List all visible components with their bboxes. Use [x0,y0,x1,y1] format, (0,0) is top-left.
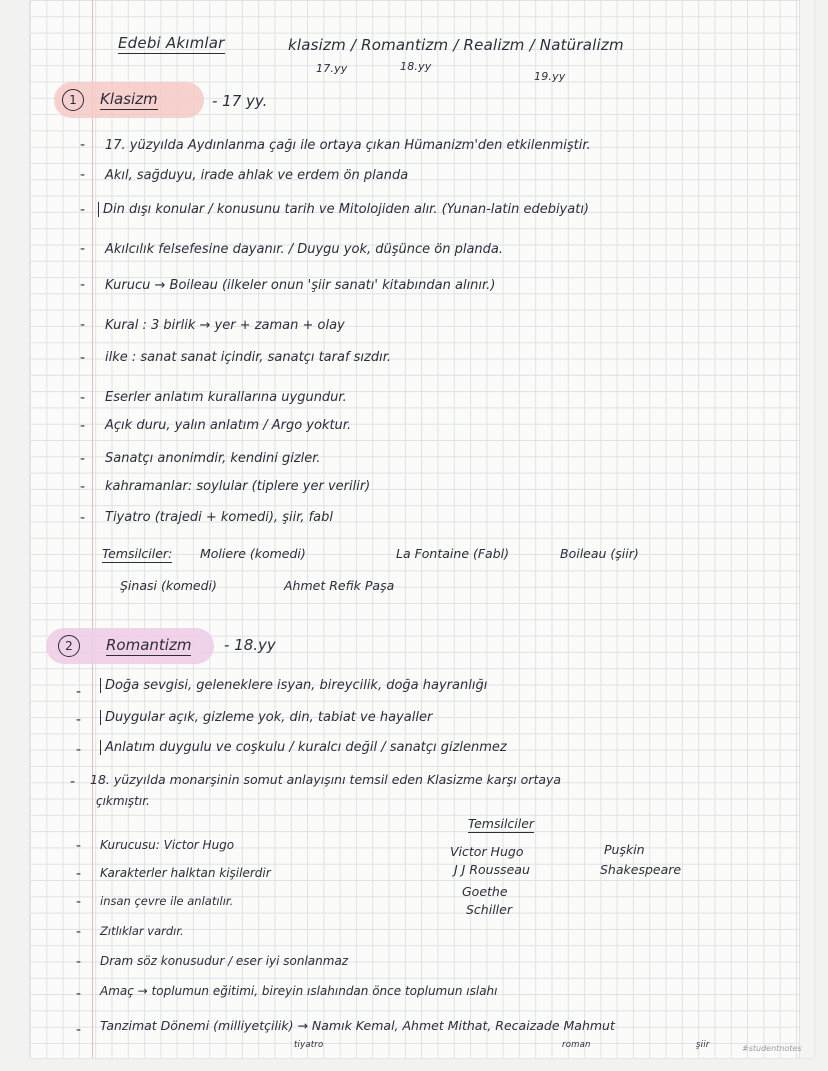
list-item: Anlatım duygulu ve coşkulu / kuralcı değil / sanatçı gizlenmez [100,740,507,755]
year-naturalism: 19.yy [534,70,566,83]
representatives-label: Temsilciler: [102,546,173,561]
list-item: Dram söz konusudur / eser iyi sonlanmaz [100,954,349,968]
section-title-klasizm: Klasizm [100,90,158,108]
section-century-romantizm: - 18.yy [224,636,276,654]
representative: Goethe [462,884,508,899]
margin-line [92,0,93,1058]
section-century-klasizm: - 17 yy. [212,92,268,110]
year-classicism: 17.yy [316,62,348,75]
representative: J J Rousseau [454,862,530,877]
list-item: Tiyatro (trajedi + komedi), şiir, fabl [105,510,334,525]
list-item: kahramanlar: soylular (tiplere yer verilir) [105,479,371,494]
list-item: 18. yüzyılda monarşinin somut anlayışını temsil eden Klasizme karşı ortaya [90,772,562,787]
list-item: Açık duru, yalın anlatım / Argo yoktur. [105,418,352,433]
list-item: 17. yüzyılda Aydınlanma çağı ile ortaya çıkan Hümanizm'den etkilenmiştir. [105,138,591,153]
list-item: Amaç → toplumun eğitimi, bireyin ıslahından önce toplumun ıslahı [100,984,498,998]
section-number-1: 1 [62,89,84,111]
list-item: Kurucu → Boileau (ilkeler onun 'şiir sanatı' kitabından alınır.) [105,278,496,293]
list-item: Zıtlıklar vardır. [100,924,184,938]
representative: Puşkin [604,842,645,857]
page-edge [799,0,814,1058]
movements-list: klasizm / Romantizm / Realizm / Natüralizm [288,36,624,54]
list-item: Duygular açık, gizleme yok, din, tabiat ve hayaller [100,710,432,725]
representative: Shakespeare [600,862,682,877]
page-title: Edebi Akımlar [118,34,225,52]
year-romanticism: 18.yy [400,60,432,73]
list-item: Kurucusu: Victor Hugo [100,838,235,852]
representative: Schiller [466,902,512,917]
list-item: Din dışı konular / konusunu tarih ve Mitolojiden alır. (Yunan-latin edebiyatı) [98,202,589,217]
annotation-tiyatro: tiyatro [294,1040,324,1050]
list-item: Karakterler halktan kişilerdir [100,866,271,880]
list-item: insan çevre ile anlatılır. [100,894,234,908]
representative: Boileau (şiir) [560,546,639,561]
list-item: Kural : 3 birlik → yer + zaman + olay [105,318,345,333]
notebook-page: Edebi Akımlar klasizm / Romantizm / Realizm / Natüralizm 17.yy 18.yy 19.yy 1 Klasizm - 17 yy. - 17. yüzyılda Aydınlanma çağı ile ortaya çıkan Hümanizm'den etkilenmiştir. - Akıl, sağduyu, irade ahlak ve erdem ön planda - Din dışı konular / konusunu tarih ve Mitolojiden alır. (Yunan-latin edebiyatı) - Akılcılık felsefesine dayanır. / Duygu yok, düşünce ön planda. - Kurucu → Boileau (ilkeler onun 'şiir sanatı' kitabından alınır.) - Kural : 3 birlik → yer + zaman + olay - ilke : sanat sanat içindir, sanatçı taraf sızdır. - Eserler anlatım kurallarına uygundur. - Açık duru, yalın anlatım / Argo yoktur. - Sanatçı anonimdir, kendini gizler. - kahramanlar: soylular (tiplere yer verilir) - Tiyatro (trajedi + komedi), şiir, fabl Temsilciler: Moliere (komedi) La Fontaine (Fabl) Boileau (şiir) Şinasi (komedi) Ahmet Refik Paşa 2 Romantizm - 18.yy - Doğa sevgisi, geleneklere isyan, bireycilik, doğa hayranlığı - Duygular açık, gizleme yok, din, tabiat ve hayaller - Anlatım duygulu ve coşkulu / kuralcı değil / sanatçı gizlenmez - 18. yüzyılda monarşinin somut anlayışını temsil eden Klasizme karşı ortaya çıkmıştır. - Kurucusu: Victor Hugo - Karakterler halktan kişilerdir - insan çevre ile anlatılır. - Zıtlıklar vardır. - Dram söz konusudur / eser iyi sonlanmaz - Amaç → toplumun eğitimi, bireyin ıslahından önce toplumun ıslahı - Tanzimat Dönemi (milliyetçilik) → Namık Kemal, Ahmet Mithat, Recaizade Mahmut Temsilciler Victor Hugo Puşkin J J Rousseau Shakespeare Goethe Schiller tiyatro roman şiir #studentnotes [30,0,814,1058]
list-item: Doğa sevgisi, geleneklere isyan, bireycilik, doğa hayranlığı [100,678,487,693]
list-item: Akıl, sağduyu, irade ahlak ve erdem ön planda [105,168,409,183]
list-item: Sanatçı anonimdir, kendini gizler. [105,451,321,466]
representative: Moliere (komedi) [200,546,306,561]
representative: La Fontaine (Fabl) [396,546,509,561]
representative: Şinasi (komedi) [120,578,217,593]
annotation-siir: şiir [696,1040,710,1050]
representative: Ahmet Refik Paşa [284,578,395,593]
list-item-continuation: çıkmıştır. [96,794,150,808]
annotation-roman: roman [562,1040,591,1050]
list-item: Tanzimat Dönemi (milliyetçilik) → Namık Kemal, Ahmet Mithat, Recaizade Mahmut [100,1018,615,1033]
representative: Victor Hugo [450,844,524,859]
representatives-label: Temsilciler [468,816,535,831]
section-title-romantizm: Romantizm [106,636,192,654]
list-item: ilke : sanat sanat içindir, sanatçı taraf sızdır. [105,350,392,365]
section-number-2: 2 [58,635,80,657]
signature: #studentnotes [742,1044,802,1053]
list-item: Eserler anlatım kurallarına uygundur. [105,390,347,405]
list-item: Akılcılık felsefesine dayanır. / Duygu yok, düşünce ön planda. [105,242,504,257]
